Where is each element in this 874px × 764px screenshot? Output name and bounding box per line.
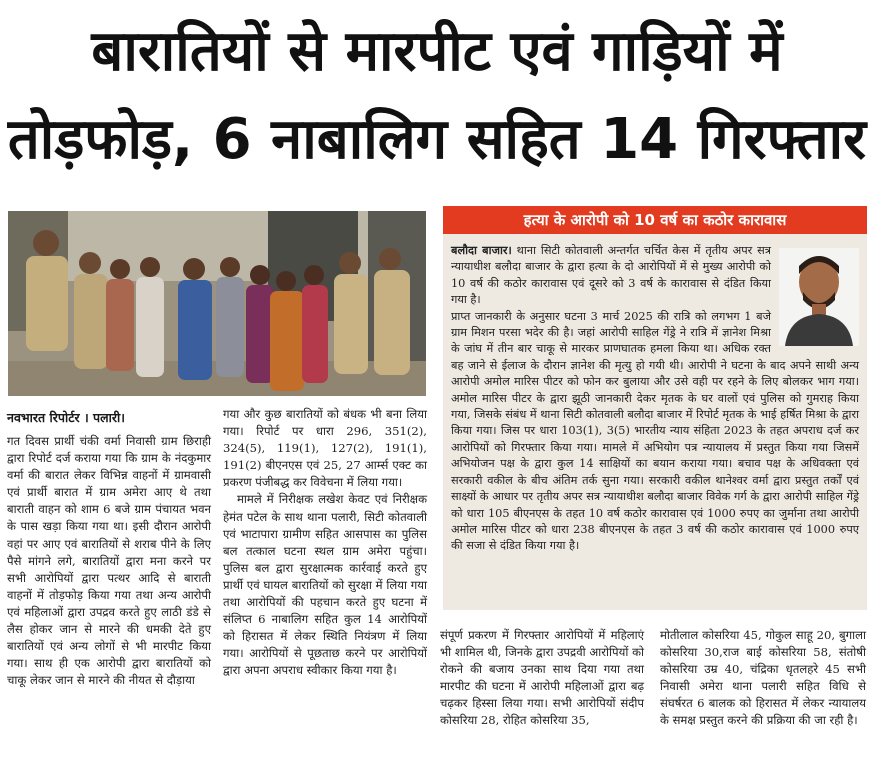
headline-line-2: तोड़फोड़, 6 नाबालिग सहित 14 गिरफ्तार [7,107,867,172]
byline: नवभारत रिपोर्टर । पलारी। [7,410,125,425]
main-story-column-2 [223,406,427,680]
main-story-column-2-paragraph-1: गया और कुछ बारातियों को बंधक भी बना लिया गया। रिपोर्ट पर धारा 296, 351(2), 324(5), 119(1), 127(2), 191(1), 191(2) बीएनएस एवं 25, 27 आर्म्स एक्ट का प्रकरण पंजीबद्ध कर विवेचना में लिया गया। [223,407,427,490]
sidebar-dateline: बलौदा बाजार। [451,243,512,257]
sidebar-story [443,206,867,610]
headline-line-1: बारातियों से मारपीट एवं गाड़ियों में [91,19,783,84]
sidebar-story-title: हत्या के आरोपी को 10 वर्ष का कठोर कारावास [443,206,867,234]
sidebar-paragraph-2: प्राप्त जानकारी के अनुसार घटना 3 मार्च 2025 की रात्रि को लगभग 1 बजे ग्राम मिशन परसा भदेर की है। जहां आरोपी साहिल गेंड्रे ने रात्रि में ज्ञानेश मिश्रा के जांघ में तीन बार चाकू से मारकर प्राणघातक हमला किया था। अधिक रक्त बह जाने से ईलाज के दौरान ज्ञानेश की मृत्यु हो गयी थी। आरोपी ने घटना के बाद अपने साथी अन्य आरोपी अमोल मारिस पीटर को फोन कर बुलाया और उसे वही पर रहने के लिए बोलकर भाग गया। अमोल मारिस पीटर के द्वारा झूठी जानकारी देकर मृतक के घर वालों एवं पुलिस को गुमराह किया गया, जिसके संबंध में थाना सिटी कोतवाली बलौदा बाजार में रिपोर्ट मृतक के भाई हर्षित मिश्रा के द्वारा किया गया। जिस पर धारा 103(1), 3(5) भारतीय न्याय संहिता 2023 के तहत अपराध दर्ज कर आरोपियों को गिरफ्तार किया गया। मामले में अभियोग पत्र न्यायालय में प्रस्तुत किया गया जिसमें अभियोजन पक्ष के द्वारा कुल 14 साक्षियों का बयान कराया गया। बचाव पक्ष के अधिवक्ता एवं सरकारी वकील के बीच अंतिम तर्क सुना गया। सरकारी वकील थानेश्वर वर्मा द्वारा प्रस्तुत तर्कों एवं साक्ष्यों के आधार पर तृतीय अपर सत्र न्यायाधीश बलौदा बाजार विवेक गर्ग के द्वारा आरोपी साहिल गेंड्रे को धारा 105 बीएनएस के तहत 10 वर्ष कठोर कारावास एवं 1000 रुपए का जुर्माना तथा आरोपी अमोल मारिस पीटर को धारा 238 बीएनएस के तहत 3 वर्ष की कठोर कारावास एवं 1000 रुपए की सजा से दंडित किया गया है। [451,309,859,553]
main-story-column-3: संपूर्ण प्रकरण में गिरफ्तार आरोपियों में महिलाएं भी शामिल थी, जिनके द्वारा उपद्रवी आरोपियों को रोकने की बजाय उनका साथ दिया गया तथा मारपीट की घटना में आरोपी महिलाओं द्वारा बढ़ चढ़कर हिस्सा लिया गया। सभी आरोपियों संदीप कोसरिया 28, रोहित कोसरिया 35, [440,628,644,728]
main-story-column-4: मोतीलाल कोसरिया 45, गोकुल साहू 20, बुगाला कोसरिया 30,राज बाई कोसरिया 58, संतोषी कोसरिया उम्र 40, चंद्रिका धृतलहरे 45 सभी निवासी अमेरा थाना पलारी सहित विधि से संघर्षरत 6 बालक को हिरासत में लेकर न्यायालय के समक्ष प्रस्तुत करने की प्रक्रिया की जा रही है। [660,628,866,728]
sidebar-story-body [451,242,859,555]
sidebar-paragraph-1: थाना सिटी कोतवाली अन्तर्गत चर्चित केस में तृतीय अपर सत्र न्यायाधीश बलौदा बाजार के द्वारा हत्या के दो आरोपियों में से मुख्य आरोपी को 10 वर्ष की कठोर कारावास एवं दूसरे को 3 वर्ष के कारावास से दंडित किया गया है। [451,244,772,307]
main-story-column-1: गत दिवस प्रार्थी चंकी वर्मा निवासी ग्राम छिराही द्वारा रिपोर्ट दर्ज कराया गया कि ग्राम के नंदकुमार वर्मा की बारात लेकर विभिन्न वाहनों में ग्रामवासी एवं प्रार्थी बारात में ग्राम अमेरा आए थे तथा बाराती वाहन को शाम 6 बजे ग्राम पंचायत भवन के पास खड़ा किया गया था। इसी दौरान आरोपी वहां पर आए एवं बारातियों से शराब पीने के लिए पैसे मांगने लगे, बारातियों द्वारा मना करने पर सभी आरोपियों द्वारा पत्थर आदि से बाराती वाहनों में तोड़फोड़ किया गया तथा अन्य आरोपी एवं महिलाओं द्वारा उपद्रव करते हुए लाठी डंडे से लैस होकर जान से मारने की धमकी देते हुए बारातियों एवं अन्य लोगों से भी मारपीट किया गया। साथ ही एक आरोपी द्वारा बारातियों को चाकू लेकर जान से मारने की नीयत से दौड़ाया [7,434,211,688]
arrest-group-photo [8,211,426,396]
main-story-column-2-paragraph-2: मामले में निरीक्षक लखेश केवट एवं निरीक्षक हेमंत पटेल के साथ थाना पलारी, सिटी कोतवाली एवं भाटापारा ग्रामीण सहित आसपास का पुलिस बल तत्काल घटना स्थल ग्राम अमेरा पहुंचा। पुलिस बल द्वारा सुरक्षात्मक कार्रवाई करते हुए प्रार्थी एवं घायल बारातियों को सुरक्षा में लिया गया तथा आरोपियों की पहचान करते हुए घटना में संलिप्त 6 नाबालिग सहित कुल 14 आरोपियों को हिरासत में लेकर स्थिति नियंत्रण में लिया गया। आरोपियों से पूछताछ करने पर आरोपियों द्वारा अपना अपराध स्वीकार किया गया है। [223,492,427,678]
accused-portrait-photo [779,248,859,346]
